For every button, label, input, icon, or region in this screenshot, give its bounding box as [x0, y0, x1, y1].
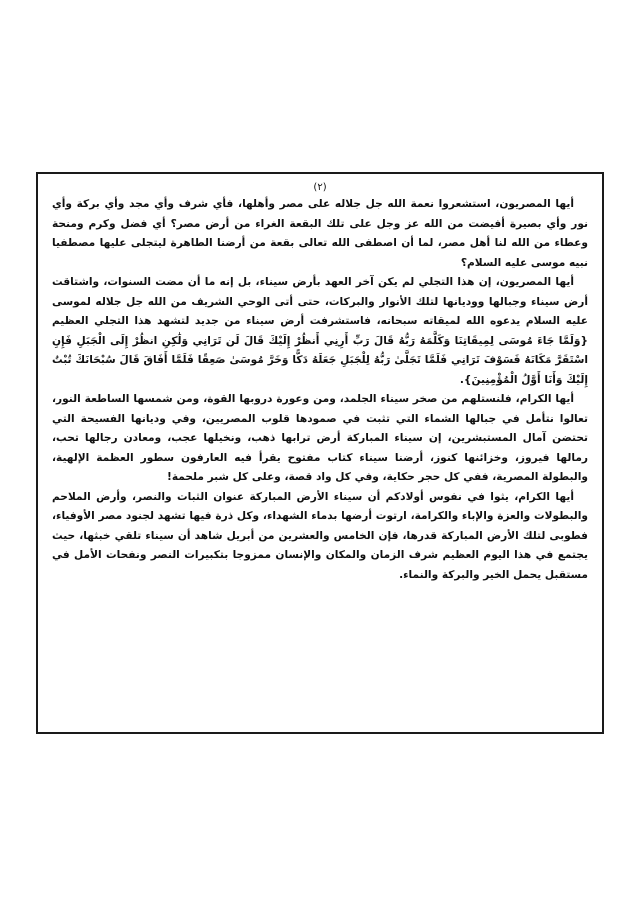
paragraph: أيها المصريون، استشعروا نعمة الله جل جلاله على مصر وأهلها، فأي شرف وأي مجد وأي بركة وأي نور وأي بصيرة أفيضت من الله عز وجل على تلك البقعة الغراء من أرض مصر؟ أي فضل وكرم ومنحة وعطاء من الله لنا أهل مصر، لما أن اصطفى الله تعالى بقعة من أرضنا الطاهرة ليتجلى عليها مصطفيا نبيه موسى عليه السلام؟	[52, 198, 588, 269]
page-number: (٢)	[313, 182, 327, 193]
document-frame	[36, 172, 604, 734]
paragraph: أيها الكرام، يثوا في نفوس أولادكم أن سيناء الأرض المباركة عنوان الثبات والنصر، وأرض الملاحم والبطولات والعزة والإباء والكرامة، ارتوت أرضها بدماء الشهداء، وكل ذرة فيها تشهد لجنود مصر الأوفياء، فطوبى لتلك الأرض المباركة قدرها، فإن الخامس والعشرين من أبريل شاهد أن سيناء تلقي خبثها، حيث يجتمع في هذا اليوم العظيم شرف الزمان والمكان والإنسان ممزوجا بتكبيرات النصر ونفحات الأمل في مستقبل يحمل الخير والبركة والنماء.	[52, 490, 588, 581]
paragraph: أيها الكرام، فلنستلهم من صخر سيناء الجلمد، ومن وعورة دروبها القوة، ومن شمسها الساطعة النور، تعالوا نتأمل في جبالها الشماء التي تثبت في صمودها قلوب المصريين، وفي وديانها الفسيحة التي تحتضن آمال المستبشرين، إن سيناء المباركة أرض ترابها ذهب، ونخيلها عجب، ومعادن رجالها تحب، رمالها فيروز، وخزائنها كنوز، أرضنا سيناء كتاب مفتوح يقرأ فيه العارفون سطور العظمة الإلهية، والبطولة المصرية، ففي كل حجر حكاية، وفي كل واد قصة، وعلى كل شبر ملحمة!	[52, 393, 588, 483]
paragraph: أيها المصريون، إن هذا التجلي لم يكن آخر العهد بأرض سيناء، بل إنه ما أن مضت السنوات، واشتاقت أرض سيناء وجبالها ووديانها لتلك الأنوار والبركات، حتى أتى الوحي الشريف من الله جل جلاله لموسى عليه السلام يدعوه الله لميقاته سبحانه، فاستشرفت أرض سيناء من جديد لتشهد هذا التجلي العظيم {وَلَمَّا جَاءَ مُوسَى لِمِيقَاتِنَا وَكَلَّمَهُ رَبُّهُ قَالَ رَبِّ أَرِنِي أَنظُرْ إِلَيْكَ قَالَ لَن تَرَانِي وَلَٰكِنِ انظُرْ إِلَى الْجَبَلِ فَإِنِ اسْتَقَرَّ مَكَانَهُ فَسَوْفَ تَرَانِي فَلَمَّا تَجَلَّىٰ رَبُّهُ لِلْجَبَلِ جَعَلَهُ دَكًّا وَخَرَّ مُوسَىٰ صَعِقًا فَلَمَّا أَفَاقَ قَالَ سُبْحَانَكَ تُبْتُ إِلَيْكَ وَأَنَا أَوَّلُ الْمُؤْمِنِينَ}.	[52, 276, 588, 386]
document-body	[52, 195, 588, 585]
